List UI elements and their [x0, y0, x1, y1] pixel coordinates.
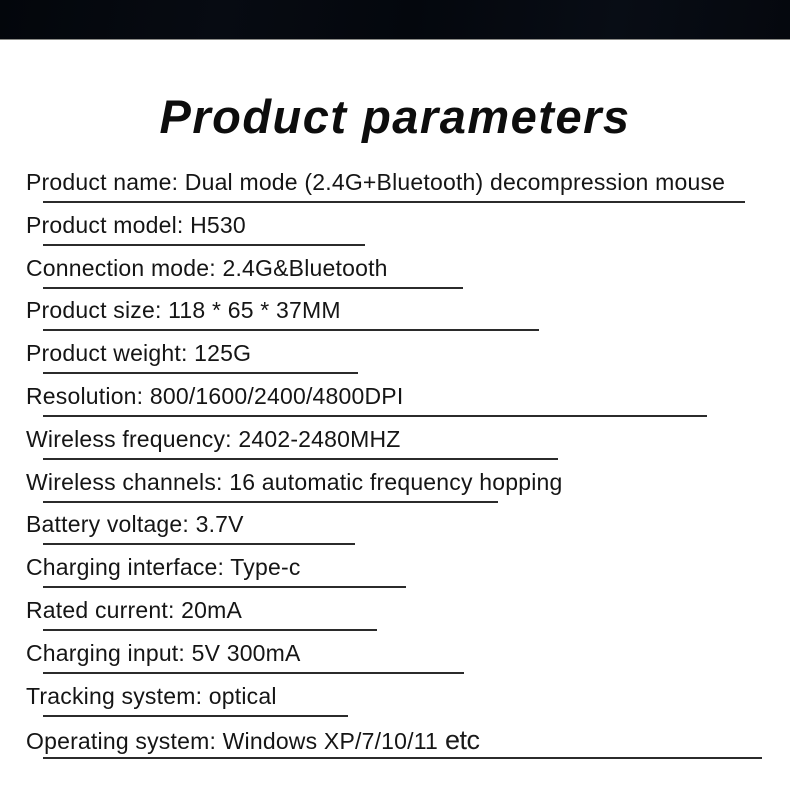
- spec-underline: [43, 458, 558, 460]
- spec-text: Charging interface: Type-c: [26, 554, 301, 581]
- spec-row: [0, 255, 790, 298]
- spec-list: [0, 169, 790, 768]
- spec-text: Product model: H530: [26, 211, 246, 238]
- header-photo-strip: [0, 0, 790, 40]
- spec-row: [0, 511, 790, 554]
- spec-text: Battery voltage: 3.7V: [26, 511, 244, 538]
- spec-text: Product name: Dual mode (2.4G+Bluetooth) decompression mouse: [26, 169, 726, 195]
- spec-row: [0, 426, 790, 469]
- spec-row: [0, 640, 790, 683]
- spec-row: [0, 725, 790, 768]
- spec-row: [0, 169, 790, 212]
- spec-underline: [43, 586, 406, 588]
- spec-text: Charging input: 5V 300mA: [26, 639, 301, 666]
- spec-row: [0, 554, 790, 597]
- spec-underline: [43, 329, 539, 331]
- spec-row: [0, 683, 790, 726]
- spec-row: [0, 383, 790, 426]
- spec-underline: [43, 201, 745, 203]
- spec-underline: [43, 672, 464, 674]
- spec-underline: [43, 715, 348, 717]
- spec-text: Rated current: 20mA: [26, 596, 243, 623]
- spec-underline: [43, 501, 498, 503]
- spec-text: Wireless channels: 16 automatic frequency hopping: [26, 468, 563, 495]
- spec-underline: [43, 629, 377, 631]
- spec-underline: [43, 372, 358, 374]
- spec-row: [0, 340, 790, 383]
- spec-text: Resolution: 800/1600/2400/4800DPI: [26, 382, 404, 409]
- spec-underline: [43, 287, 463, 289]
- spec-text: Product weight: 125G: [26, 340, 252, 367]
- spec-text: Operating system: Windows XP/7/10/11: [26, 728, 439, 755]
- spec-underline: [43, 543, 355, 545]
- spec-row: [0, 597, 790, 640]
- spec-suffix: etc: [445, 725, 480, 756]
- spec-underline: [43, 244, 365, 246]
- spec-text: Wireless frequency: 2402-2480MHZ: [26, 425, 401, 452]
- spec-text: Tracking system: optical: [26, 682, 277, 709]
- spec-row: [0, 212, 790, 255]
- spec-underline: [43, 757, 762, 759]
- spec-text: Product size: 118 * 65 * 37MM: [26, 297, 341, 324]
- spec-underline: [43, 415, 707, 417]
- spec-row: [0, 297, 790, 340]
- spec-text: Connection mode: 2.4G&Bluetooth: [26, 254, 388, 281]
- spec-row: [0, 469, 790, 512]
- page-title: Product parameters: [159, 90, 631, 143]
